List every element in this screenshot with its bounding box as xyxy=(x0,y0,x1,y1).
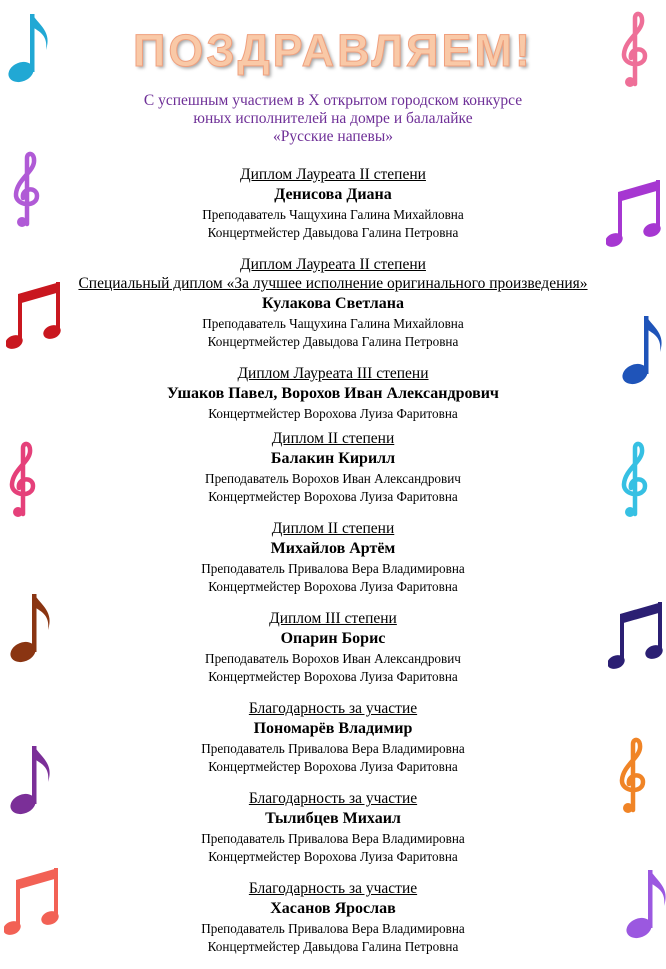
treble-clef-icon xyxy=(616,736,648,816)
award-title: Диплом Лауреата II степени xyxy=(240,166,426,183)
accompanist-line: Концертмейстер Ворохова Луиза Фаритовна xyxy=(208,669,458,684)
teacher-line: Преподаватель Привалова Вера Владимировна xyxy=(201,741,465,756)
accompanist-line: Концертмейстер Давыдова Галина Петровна xyxy=(207,225,459,240)
award-entry xyxy=(0,429,666,506)
intro-line: «Русские напевы» xyxy=(272,128,394,145)
winner-name: Денисова Диана xyxy=(274,186,392,203)
treble-clef-icon xyxy=(10,150,42,230)
eighth-note-icon xyxy=(624,864,666,944)
eighth-note-icon xyxy=(8,588,54,668)
intro-line: С успешным участием в Х открытом городском конкурсе xyxy=(143,92,523,109)
beamed-notes-icon xyxy=(608,600,666,674)
awards-list xyxy=(0,165,666,969)
award-entry xyxy=(0,165,666,242)
treble-clef-icon xyxy=(618,440,650,520)
winner-name: Ушаков Павел, Ворохов Иван Александрович xyxy=(167,385,499,402)
award-entry xyxy=(0,364,666,423)
winner-name: Тылибцев Михаил xyxy=(265,810,401,827)
award-title: Благодарность за участие xyxy=(248,700,418,717)
award-title: Благодарность за участие xyxy=(248,880,418,897)
award-title: Диплом II степени xyxy=(271,520,395,537)
accompanist-line: Концертмейстер Ворохова Луиза Фаритовна xyxy=(208,849,458,864)
award-title: Диплом III степени xyxy=(269,610,397,627)
award-entry xyxy=(0,609,666,686)
award-entry xyxy=(0,879,666,956)
accompanist-line: Концертмейстер Ворохова Луиза Фаритовна xyxy=(208,759,458,774)
award-entry xyxy=(0,255,666,351)
treble-clef-icon xyxy=(6,440,38,520)
accompanist-line: Концертмейстер Давыдова Галина Петровна xyxy=(207,939,459,954)
eighth-note-icon xyxy=(6,8,52,88)
special-award-title: Специальный диплом «За лучшее исполнение оригинального произведения» xyxy=(78,275,588,292)
teacher-line: Преподаватель Привалова Вера Владимировна xyxy=(201,561,465,576)
winner-name: Кулакова Светлана xyxy=(262,295,404,312)
accompanist-line: Концертмейстер Ворохова Луиза Фаритовна xyxy=(208,489,458,504)
award-entry xyxy=(0,789,666,866)
accompanist-line: Концертмейстер Давыдова Галина Петровна xyxy=(207,334,459,349)
intro-text xyxy=(0,92,666,146)
award-title: Благодарность за участие xyxy=(248,790,418,807)
headline: ПОЗДРАВЛЯЕМ! xyxy=(133,25,533,76)
accompanist-line: Концертмейстер Ворохова Луиза Фаритовна xyxy=(208,579,458,594)
beamed-notes-icon xyxy=(4,866,62,940)
treble-clef-icon xyxy=(618,10,650,90)
eighth-note-icon xyxy=(620,310,666,390)
teacher-line: Преподаватель Привалова Вера Владимировна xyxy=(201,831,465,846)
teacher-line: Преподаватель Привалова Вера Владимировна xyxy=(201,921,465,936)
teacher-line: Преподаватель Чащухина Галина Михайловна xyxy=(202,207,464,222)
winner-name: Опарин Борис xyxy=(280,630,386,647)
beamed-notes-icon xyxy=(606,178,664,252)
beamed-notes-icon xyxy=(6,280,64,354)
teacher-line: Преподаватель Ворохов Иван Александрович xyxy=(205,651,461,666)
eighth-note-icon xyxy=(8,740,54,820)
award-title: Диплом Лауреата II степени xyxy=(240,256,426,273)
award-title: Диплом Лауреата III степени xyxy=(237,365,429,382)
winner-name: Пономарёв Владимир xyxy=(253,720,413,737)
teacher-line: Преподаватель Ворохов Иван Александрович xyxy=(205,471,461,486)
winner-name: Михайлов Артём xyxy=(270,540,396,557)
award-title: Диплом II степени xyxy=(271,430,395,447)
winner-name: Хасанов Ярослав xyxy=(270,900,396,917)
teacher-line: Преподаватель Чащухина Галина Михайловна xyxy=(202,316,464,331)
accompanist-line: Концертмейстер Ворохова Луиза Фаритовна xyxy=(208,406,458,421)
intro-line: юных исполнителей на домре и балалайке xyxy=(193,110,473,127)
award-entry xyxy=(0,519,666,596)
winner-name: Балакин Кирилл xyxy=(270,450,396,467)
award-entry xyxy=(0,699,666,776)
